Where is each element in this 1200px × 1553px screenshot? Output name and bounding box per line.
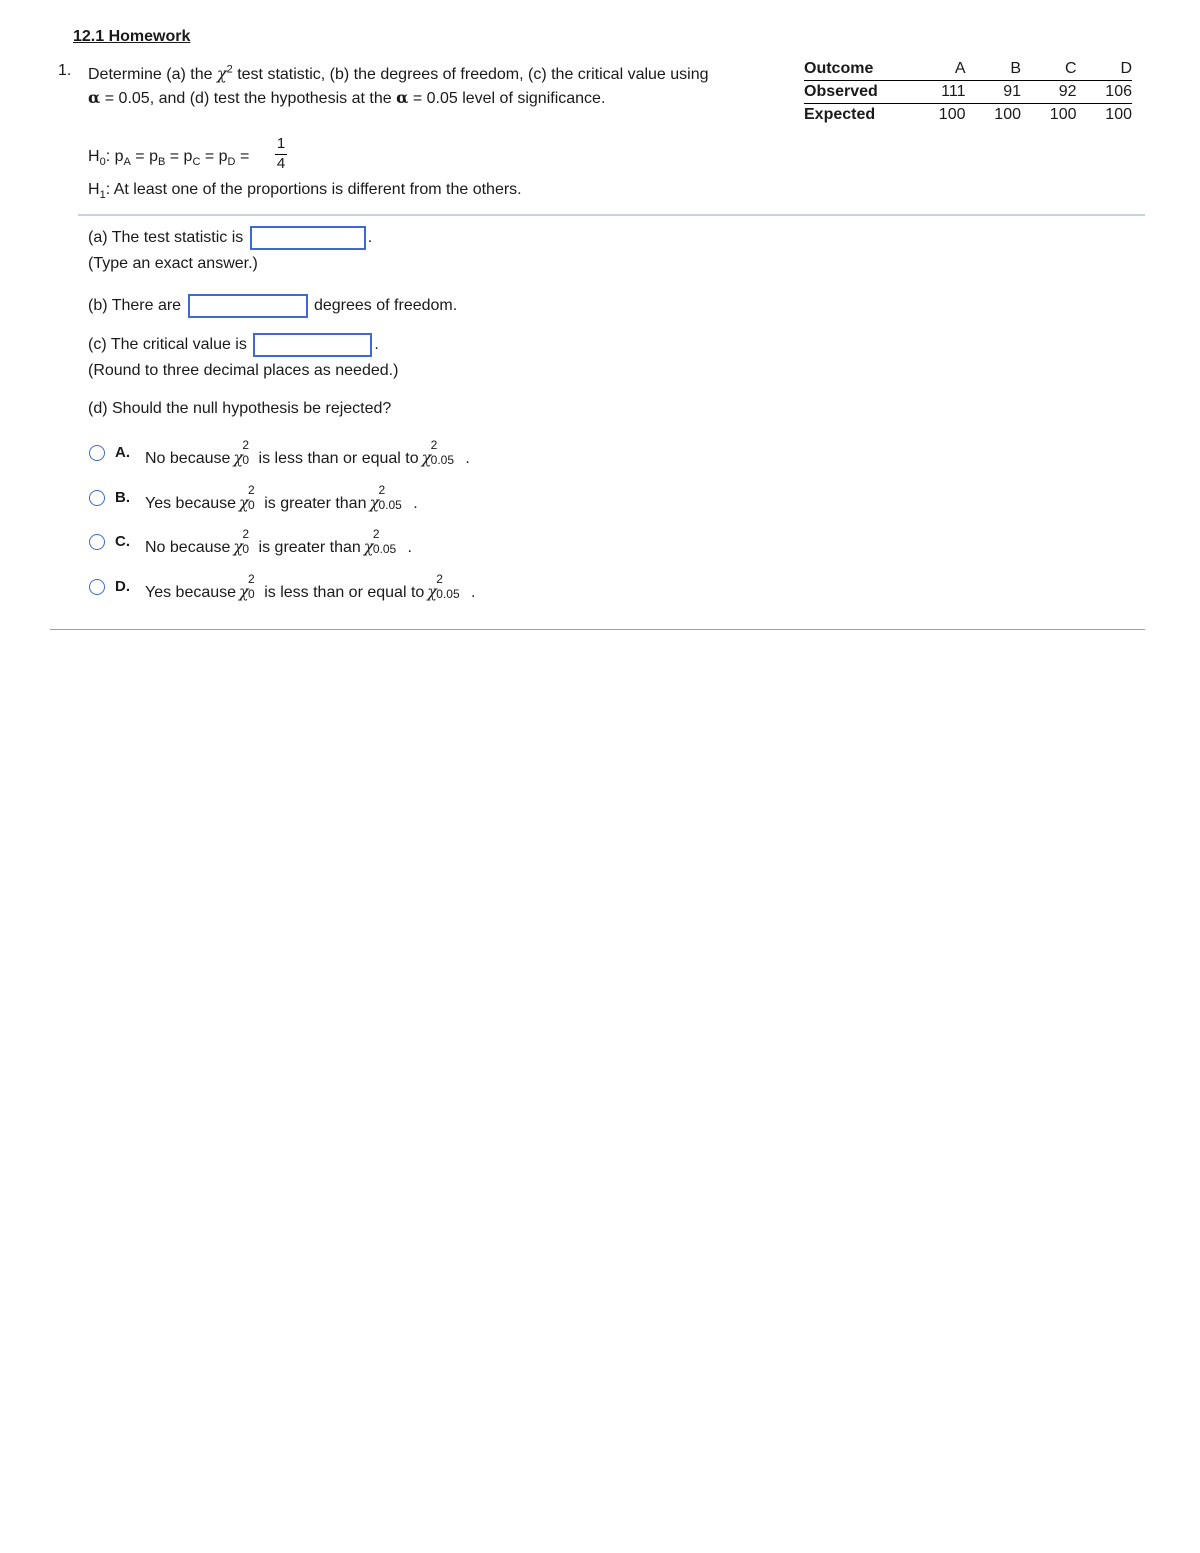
chi-glyph: χ (239, 493, 249, 512)
sub-c: C (192, 156, 201, 169)
option-text (145, 438, 470, 468)
option-pre: No because (145, 539, 231, 556)
question-number: 1. (58, 62, 72, 79)
degrees-of-freedom-input[interactable] (188, 294, 308, 318)
radio-button[interactable] (89, 490, 105, 506)
option-end: . (465, 450, 470, 467)
alpha-symbol: α (88, 88, 101, 107)
part-b-label: (b) There are (88, 297, 182, 315)
sub-0: 0 (242, 453, 250, 467)
alternative-hypothesis (88, 181, 522, 202)
option-mid: is greater than (259, 495, 367, 512)
part-d-question: (d) Should the null hypothesis be rejected? (88, 400, 392, 417)
sub-alpha: 0.05 (436, 587, 460, 601)
chi-glyph: χ (233, 448, 244, 467)
option-pre: No because (145, 450, 231, 467)
option-letter: D. (115, 578, 130, 595)
column-header: A (910, 58, 966, 81)
sup-2: 2 (242, 438, 250, 452)
option-end: . (407, 539, 412, 556)
page-divider (50, 629, 1145, 630)
sup-2: 2 (242, 527, 250, 541)
part-c-period: . (374, 336, 379, 354)
chi-square-zero (239, 572, 258, 601)
prompt-text-3: = 0.05, and (d) test the hypothesis at the (100, 90, 397, 107)
sub-0: 0 (248, 498, 255, 512)
chi-square-zero (239, 483, 258, 512)
h0-sub: 0 (99, 156, 106, 169)
table-row (804, 81, 1132, 104)
prompt-text-1: Determine (a) the (88, 66, 217, 83)
part-b (88, 294, 457, 318)
radio-button[interactable] (89, 534, 105, 550)
table-header-row (804, 58, 1132, 81)
option-text (145, 527, 412, 557)
h1-text: : At least one of the proportions is different from the others. (105, 181, 522, 198)
eq-2: = p (165, 148, 193, 165)
sup-2: 2 (436, 572, 443, 586)
outcome-table (804, 58, 1132, 126)
table-row (804, 104, 1132, 127)
h0-text: : p (105, 148, 124, 165)
sup-2: 2 (248, 483, 255, 497)
column-header: B (966, 58, 1022, 81)
option-pre: Yes because (145, 495, 237, 512)
sub-d: D (227, 156, 236, 169)
chi-glyph: χ (369, 493, 380, 512)
null-hypothesis-equation (88, 148, 250, 169)
eq-3: = p (200, 148, 228, 165)
table-cell: 106 (1077, 81, 1133, 104)
option-letter: C. (115, 533, 130, 550)
table-cell: 92 (1021, 81, 1077, 104)
fraction-denominator: 4 (276, 155, 286, 172)
chi-square-zero (233, 527, 252, 556)
prompt-text-2: test statistic, (b) the degrees of freedom, (c) the critical value using (232, 66, 709, 83)
homework-title: 12.1 Homework (73, 28, 191, 45)
chi-symbol: χ (216, 64, 227, 83)
radio-button[interactable] (89, 579, 105, 595)
option-pre: Yes because (145, 584, 237, 601)
sub-a: A (123, 156, 131, 169)
part-c-hint: (Round to three decimal places as needed.) (88, 362, 399, 379)
alpha-symbol-2: α (396, 88, 409, 107)
h0-label: H (88, 148, 100, 165)
sup-2: 2 (378, 483, 386, 497)
chi-glyph: χ (239, 582, 249, 601)
question-prompt (88, 62, 778, 110)
chi-square-critical (427, 572, 469, 601)
chi-glyph: χ (363, 537, 374, 556)
chi-glyph: χ (427, 582, 437, 601)
column-header: C (1021, 58, 1077, 81)
part-a-period: . (367, 229, 373, 247)
option-end: . (471, 584, 476, 601)
part-c-label: (c) The critical value is (88, 336, 247, 354)
chi-square-critical (369, 483, 411, 512)
table-cell: 100 (938, 106, 966, 123)
sub-0: 0 (248, 587, 255, 601)
sub-alpha: 0.05 (378, 498, 402, 512)
chi-exponent: 2 (226, 63, 233, 76)
row-label: Observed (804, 81, 910, 104)
eq-1: = p (130, 148, 158, 165)
table-cell: 100 (994, 106, 1021, 123)
chi-square-zero (233, 438, 252, 467)
row-label: Expected (804, 106, 876, 123)
sub-alpha: 0.05 (430, 453, 454, 467)
part-a (88, 226, 372, 250)
table-cell: 100 (1105, 106, 1132, 123)
option-letter: B. (115, 489, 130, 506)
test-statistic-input[interactable] (250, 226, 366, 250)
option-mid: is greater than (254, 539, 361, 556)
chi-glyph: χ (421, 448, 432, 467)
chi-square-critical (421, 438, 464, 467)
h1-sub: 1 (99, 189, 106, 202)
column-header: D (1077, 58, 1133, 81)
chi-glyph: χ (233, 537, 244, 556)
part-a-label: (a) The test statistic is (88, 229, 244, 247)
section-divider (78, 214, 1145, 216)
part-c (88, 333, 379, 357)
sup-2: 2 (248, 572, 255, 586)
option-end: . (413, 495, 418, 512)
radio-button[interactable] (89, 445, 105, 461)
fraction-one-quarter (274, 134, 288, 173)
eq-4: = (235, 148, 250, 165)
sup-2: 2 (430, 438, 438, 452)
table-cell: 91 (966, 81, 1022, 104)
part-a-hint: (Type an exact answer.) (88, 255, 258, 272)
table-cell: 111 (910, 81, 966, 104)
sup-2: 2 (372, 527, 380, 541)
option-text (145, 572, 476, 602)
critical-value-input[interactable] (253, 333, 372, 357)
sub-b: B (157, 156, 166, 169)
chi-square-critical (363, 527, 406, 556)
table-header-label: Outcome (804, 58, 910, 81)
option-mid: is less than or equal to (259, 584, 425, 601)
option-mid: is less than or equal to (254, 450, 419, 467)
part-b-suffix: degrees of freedom. (313, 297, 458, 315)
sub-0: 0 (242, 542, 250, 556)
table-cell: 100 (1049, 106, 1077, 123)
fraction-numerator: 1 (276, 135, 286, 152)
option-letter: A. (115, 444, 130, 461)
prompt-text-4: = 0.05 level of significance. (408, 90, 606, 107)
option-text (145, 483, 418, 513)
h1-label: H (88, 181, 100, 198)
sub-alpha: 0.05 (372, 542, 397, 556)
